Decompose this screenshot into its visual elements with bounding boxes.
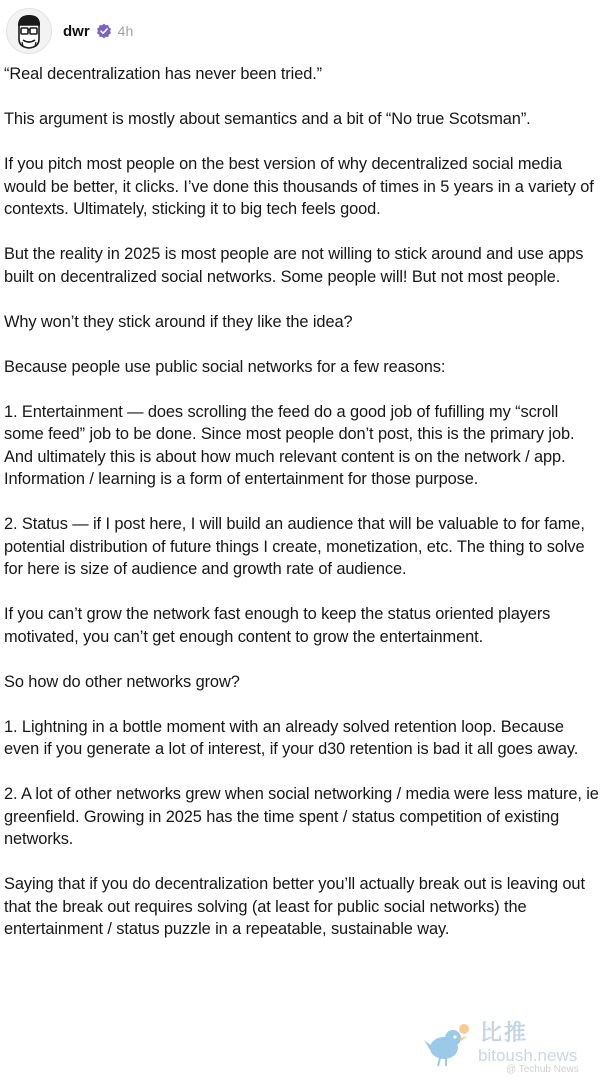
cartoon-face-avatar-icon [9, 11, 49, 51]
post-paragraph: If you can’t grow the network fast enough to keep the status oriented players motivated, you can’t get enough content to grow the entertainment. [4, 605, 551, 646]
post-timestamp[interactable]: 4h [117, 23, 134, 39]
watermark-chinese: 比推 [480, 1021, 529, 1046]
author-name[interactable]: dwr [63, 22, 90, 40]
watermark-source: @ Techub News [506, 1064, 579, 1075]
post-paragraph: Because people use public social networks for a few reasons: [4, 357, 446, 376]
post-paragraph: So how do other networks grow? [4, 672, 240, 691]
bird-logo-icon [422, 1020, 472, 1070]
post-paragraph: 2. Status — if I post here, I will build an audience that will be valuable to for fame, potential distribution of future things I create, monetization, etc. The thing to solve for here is size of audience and growth rate of audience. [4, 515, 585, 578]
post-paragraph: “Real decentralization has never been tried.” [4, 65, 323, 83]
post-body [4, 63, 600, 963]
post-paragraph: If you pitch most people on the best version of why decentralized social media would be better, it clicks. I’ve done this thousands of times in 5 years in a variety of contexts. Ultimately, sticking it to big tech feels good. [4, 155, 594, 218]
post-paragraph: Why won’t they stick around if they like the idea? [4, 312, 353, 331]
post-paragraph: 1. Lightning in a bottle moment with an already solved retention loop. Because even if you generate a lot of interest, if your d30 retention is bad it all goes away. [4, 717, 579, 758]
verified-badge-icon [96, 23, 112, 39]
post-paragraph: 2. A lot of other networks grew when social networking / media were less mature, ie greenfield. Growing in 2025 has the time spent / status competition of existing networks. [4, 785, 599, 848]
post-paragraph: But the reality in 2025 is most people are not willing to stick around and use apps built on decentralized social networks. Some people will! But not most people. [4, 245, 584, 286]
avatar[interactable] [6, 8, 52, 54]
post-paragraph: 1. Entertainment — does scrolling the feed do a good job of fufilling my “scroll some feed” job to be done. Since most people don’t post, this is the primary job. And ultimately this is about how much relevant content is on the network / app. Information / learning is a form of entertainment for those purpose. [4, 402, 575, 488]
post-paragraph: Saying that if you do decentralization better you’ll actually break out is leaving out that the break out requires solving (at least for public social networks) the entertainment / status puzzle in a repeatable, sustainable way. [4, 875, 585, 938]
post-header [6, 8, 133, 54]
post-paragraph: This argument is mostly about semantics and a bit of “No true Scotsman”. [4, 110, 531, 128]
watermark [422, 1014, 602, 1080]
watermark-domain: bitoush.news [478, 1046, 578, 1065]
